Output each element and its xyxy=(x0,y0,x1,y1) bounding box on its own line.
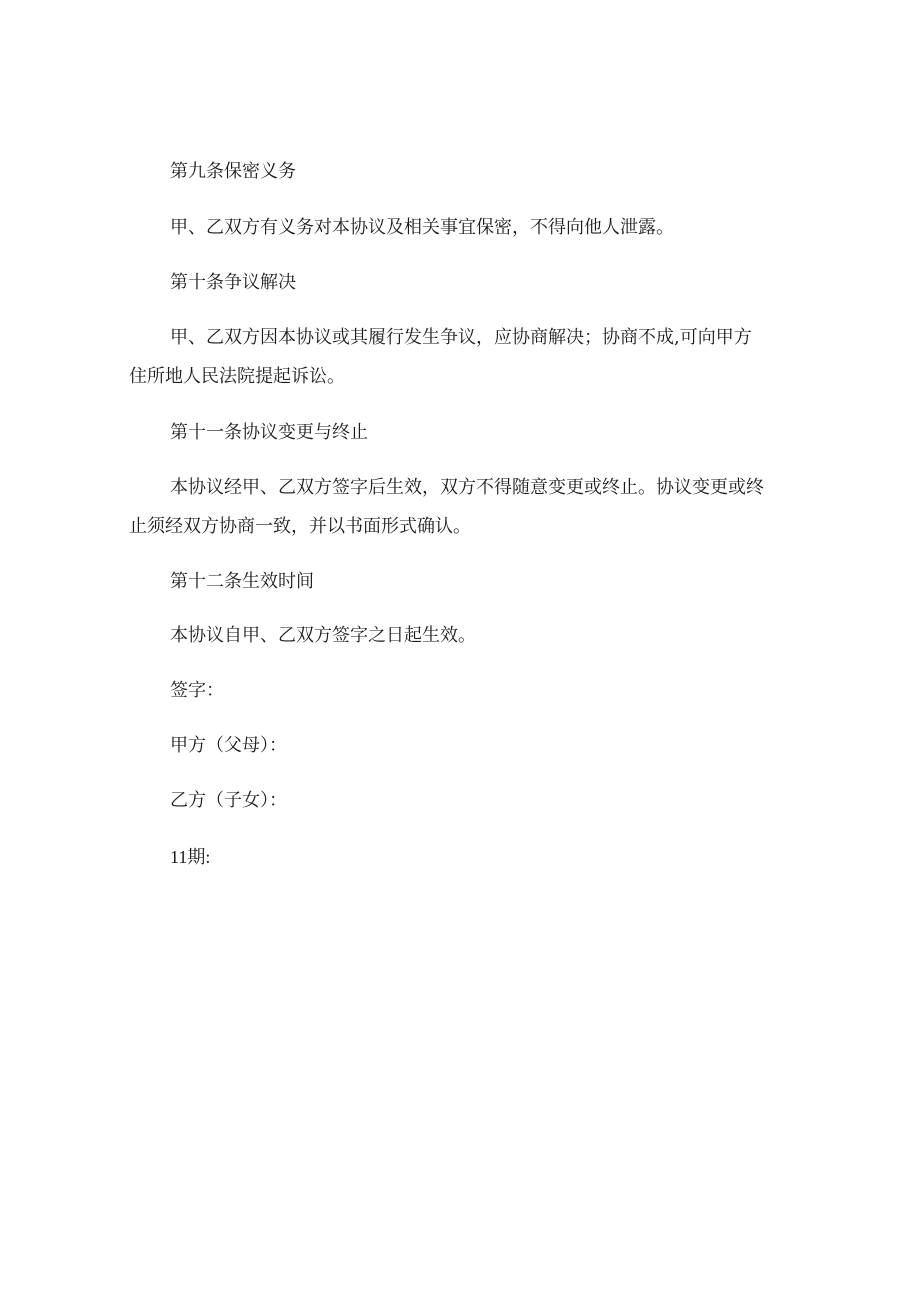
article-12-heading: 第十二条生效时间 xyxy=(170,571,314,592)
party-b-signature-line: 乙方（子女）： xyxy=(170,790,287,811)
article-10-body-line-1: 甲、乙双方因本协议或其履行发生争议，应协商解决；协商不成,可向甲方 xyxy=(170,327,752,348)
article-11-body-line-2: 止须经双方协商一致，并以书面形式确认。 xyxy=(129,516,471,537)
article-10-heading: 第十条争议解决 xyxy=(170,272,296,293)
date-line: 11期: xyxy=(170,847,211,867)
party-a-signature-line: 甲方（父母）： xyxy=(170,735,287,756)
article-9-body: 甲、乙双方有义务对本协议及相关事宜保密，不得向他人泄露。 xyxy=(170,217,674,238)
article-12-body: 本协议自甲、乙双方签字之日起生效。 xyxy=(170,625,476,646)
article-10-body-line-2: 住所地人民法院提起诉讼。 xyxy=(129,366,345,387)
article-9-heading: 第九条保密义务 xyxy=(170,161,296,182)
article-11-heading: 第十一条协议变更与终止 xyxy=(170,422,368,443)
signature-label: 签字： xyxy=(170,680,224,701)
article-11-body-line-1: 本协议经甲、乙双方签字后生效，双方不得随意变更或终止。协议变更或终 xyxy=(170,477,764,498)
